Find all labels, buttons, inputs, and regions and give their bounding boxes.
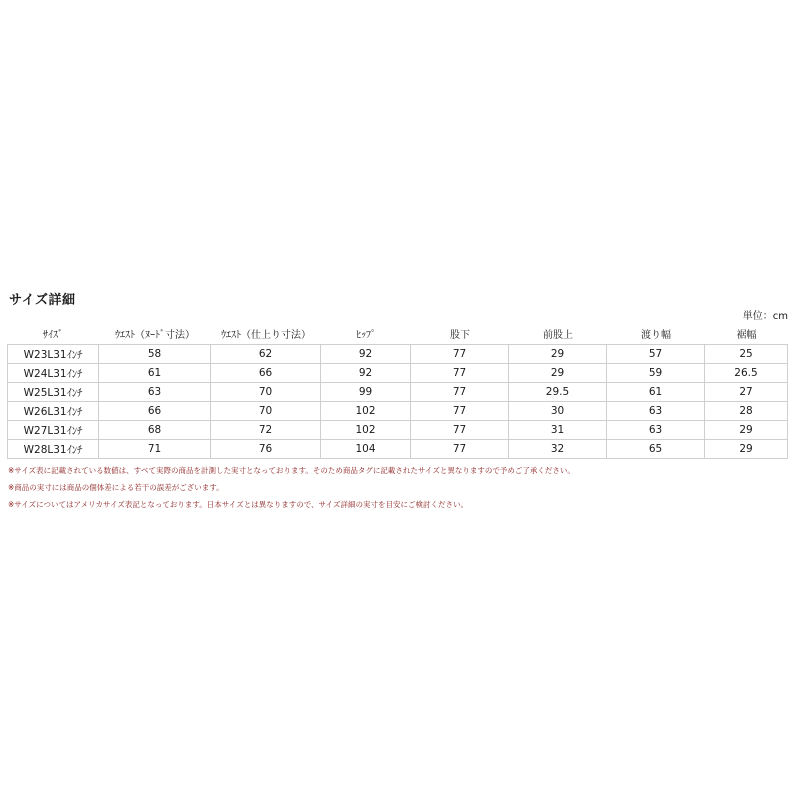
table-cell: 29	[509, 364, 607, 383]
table-cell: 29.5	[509, 383, 607, 402]
table-cell: 31	[509, 421, 607, 440]
note-us-sizing: ※サイズについてはアメリカサイズ表記となっております。日本サイズとは異なりますので、サイズ詳細の実寸を目安にご検討ください。	[8, 500, 468, 509]
table-cell: 77	[411, 440, 509, 459]
page-title: サイズ詳細	[9, 293, 76, 308]
table-cell: 72	[211, 421, 321, 440]
table-cell: 26.5	[705, 364, 788, 383]
table-cell: 102	[321, 402, 411, 421]
table-cell: 99	[321, 383, 411, 402]
table-cell: 57	[607, 344, 705, 364]
table-cell: 68	[99, 421, 211, 440]
table-row	[7, 364, 788, 383]
table-cell: 77	[411, 364, 509, 383]
table-header-row	[7, 322, 788, 344]
size-table	[7, 322, 788, 459]
table-cell: W28L31ｲﾝﾁ	[7, 440, 99, 459]
table-cell: 70	[211, 383, 321, 402]
table-cell: 29	[705, 421, 788, 440]
note-variance: ※商品の実寸には商品の個体差による若干の誤差がございます。	[8, 483, 224, 492]
table-cell: 32	[509, 440, 607, 459]
table-row	[7, 421, 788, 440]
table-row	[7, 383, 788, 402]
table-cell: 61	[607, 383, 705, 402]
table-row	[7, 440, 788, 459]
table-cell: 63	[99, 383, 211, 402]
header-front-rise: 前股上	[543, 329, 573, 341]
table-cell: 66	[211, 364, 321, 383]
header-inseam: 股下	[450, 329, 470, 341]
table-cell: 76	[211, 440, 321, 459]
table-cell: 29	[509, 344, 607, 364]
header-thigh-width: 渡り幅	[641, 329, 671, 341]
table-cell: 92	[321, 364, 411, 383]
table-cell: 66	[99, 402, 211, 421]
table-cell: 27	[705, 383, 788, 402]
table-cell: 70	[211, 402, 321, 421]
table-cell: 58	[99, 344, 211, 364]
table-cell: 71	[99, 440, 211, 459]
table-cell: 77	[411, 421, 509, 440]
table-row	[7, 402, 788, 421]
table-cell: 63	[607, 402, 705, 421]
table-cell: W25L31ｲﾝﾁ	[7, 383, 99, 402]
table-cell: 104	[321, 440, 411, 459]
table-cell: 62	[211, 344, 321, 364]
table-cell: 28	[705, 402, 788, 421]
unit-label: 単位：cm	[742, 311, 788, 322]
table-cell: 30	[509, 402, 607, 421]
table-cell: W24L31ｲﾝﾁ	[7, 364, 99, 383]
table-cell: W26L31ｲﾝﾁ	[7, 402, 99, 421]
notes-section	[8, 462, 788, 513]
header-waist-nude: ｳｴｽﾄ（ﾇｰﾄﾞ寸法）	[115, 329, 195, 341]
header-waist-finished: ｳｴｽﾄ（仕上り寸法）	[221, 329, 311, 341]
table-cell: 65	[607, 440, 705, 459]
table-cell: 92	[321, 344, 411, 364]
header-hip: ﾋｯﾌﾟ	[356, 329, 376, 341]
table-row	[7, 344, 788, 364]
table-cell: 25	[705, 344, 788, 364]
table-cell: 77	[411, 344, 509, 364]
table-cell: 59	[607, 364, 705, 383]
table-cell: 61	[99, 364, 211, 383]
table-cell: W23L31ｲﾝﾁ	[7, 344, 99, 364]
header-size: ｻｲｽﾞ	[43, 329, 63, 341]
table-cell: 77	[411, 383, 509, 402]
table-cell: 77	[411, 402, 509, 421]
table-cell: W27L31ｲﾝﾁ	[7, 421, 99, 440]
note-measurement: ※サイズ表に記載されている数値は、すべて実際の商品を計測した実寸となっております。そのため商品タグに記載されたサイズと異なりますので予めご了承ください。	[8, 466, 575, 475]
header-hem-width: 裾幅	[736, 329, 757, 341]
table-cell: 63	[607, 421, 705, 440]
table-cell: 29	[705, 440, 788, 459]
table-cell: 102	[321, 421, 411, 440]
